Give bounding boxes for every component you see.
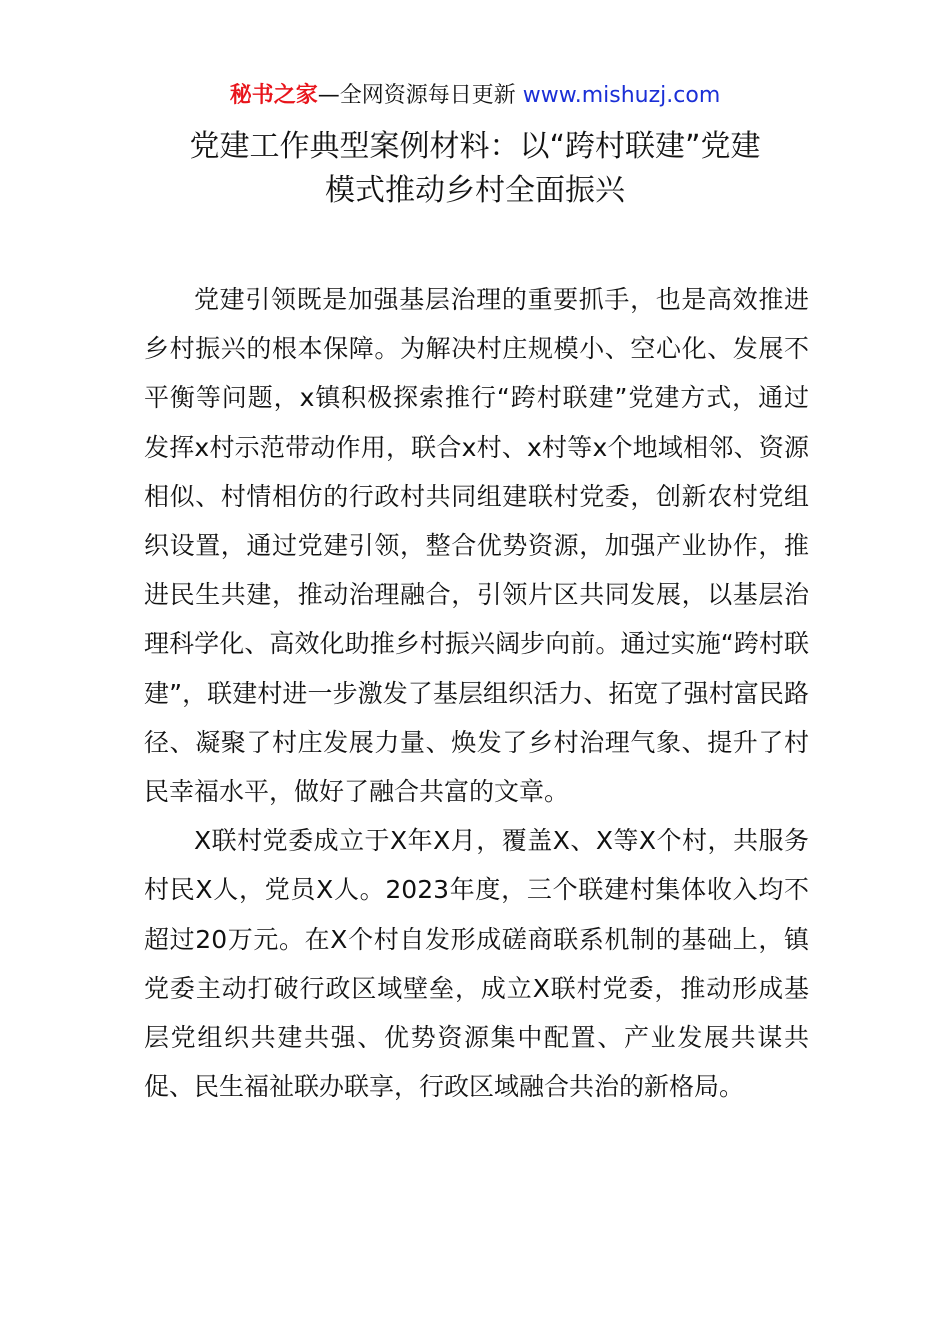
site-url-link[interactable]: www.mishuzj.com xyxy=(522,83,721,108)
document-title-line-1: 党建工作典型案例材料：以“跨村联建”党建 xyxy=(189,129,761,164)
body-paragraph-1: 党建引领既是加强基层治理的重要抓手，也是高效推进乡村振兴的根本保障。为解决村庄规模小、空心化、发展不平衡等问题，x镇积极探索推行“跨村联建”党建方式，通过发挥x村示范带动作用，联合x村、x村等x个地域相邻、资源相似、村情相仿的行政村共同组建联村党委，创新农村党组织设置，通过党建引领，整合优势资源，加强产业协作，推进民生共建，推动治理融合，引领片区共同发展，以基层治理科学化、高效化助推乡村振兴阔步向前。通过实施“跨村联建”，联建村进一步激发了基层组织活力、拓宽了强村富民路径、凝聚了村庄发展力量、焕发了乡村治理气象、提升了村民幸福水平，做好了融合共富的文章。 xyxy=(144,285,809,807)
site-tagline: —全网资源每日更新 xyxy=(317,83,523,108)
document-title-line-2: 模式推动乡村全面振兴 xyxy=(325,173,625,208)
site-name: 秘书之家 xyxy=(229,83,318,108)
document-body xyxy=(144,275,809,1111)
document-title xyxy=(130,125,820,213)
body-paragraph-2: X联村党委成立于X年X月，覆盖X、X等X个村，共服务村民X人，党员X人。2023年度，三个联建村集体收入均不超过20万元。在X个村自发形成磋商联系机制的基础上，镇党委主动打破行政区域壁垒，成立X联村党委，推动形成基层党组织共建共强、优势资源集中配置、产业发展共谋共促、民生福祉联办联享，行政区域融合共治的新格局。 xyxy=(144,826,809,1102)
site-banner xyxy=(0,80,950,112)
